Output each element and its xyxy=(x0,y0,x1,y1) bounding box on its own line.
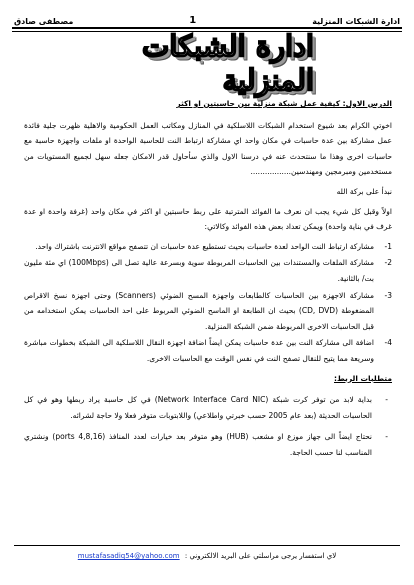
list-text: نحتاج ايضاً الى جهاز موزع او مشعب (HUB) وهو متوفر بعد خيارات لعدد المنافذ (4,8,16 ports) ونشتري المناسب لنا حسب الحاجة. xyxy=(24,432,373,457)
list-number: 2- xyxy=(384,258,392,268)
document-title: ادارة الشبكات المنزلية xyxy=(142,29,314,97)
header-author: مصطفى صادق xyxy=(14,17,74,26)
bullet-dash: - xyxy=(385,432,388,442)
list-item xyxy=(24,239,392,255)
requirements-list xyxy=(24,392,392,460)
intro-paragraph: اخوتي الكرام بعد شيوع استخدام الشبكات اللاسلكية في المنازل ومكاتب العمل الحكومية والاهلية ظهرت جلية فائدة عمل مشاركة بين عدة حاسبات في مكان واحد اي مشاركة ارتباط النت للحاسبة الواحدة او ملفات واجهزة حاسبة مع حاسبات اخرى وهذا ما سنتحدث عنه في درسنا الاول والذي سأحاول قدر الامكان جعله سهل لجميع المستويات من مستخدمين ومبرمجين ومهندسين................. xyxy=(24,120,392,177)
list-text: بداية لابد من توفر كرت شبكة (Network Interface Card NIC) في كل حاسبة يراد ربطها وهو في كل الحاسبات الحديثة (بعد عام 2005 حسب خبرتي واطلاعي) واللابتوبات متوفر فعلا ولا حاجة لشرائه. xyxy=(24,395,372,420)
bullet-dash: - xyxy=(385,395,388,405)
title-banner xyxy=(100,29,314,97)
requirements-heading: متطلبات الربط: xyxy=(334,373,392,383)
page-header xyxy=(14,8,400,26)
footer-rule xyxy=(14,545,400,546)
lesson-title: الدرس الاول: كيفية عمل شبكة منزلية بين حاسبتين او اكثر xyxy=(176,99,392,108)
list-item xyxy=(24,429,392,460)
list-number: 4- xyxy=(384,338,392,348)
list-item xyxy=(24,255,392,286)
list-text: مشاركة الاجهزة بين الحاسبات كالطابعات واجهزة المسح الضوئي (Scanners) وحتى اجهزة نسخ الاقراص المضغوطة (CD, DVD) بحيث ان الطابعة او الماسح الضوئي المربوط على احد الحاسبات يمكن استخدامه من قبل الحاسبات الاخرى المربوطة ضمن الشبكة المنزلية. xyxy=(24,290,374,331)
footer-text: لاي استفسار يرجى مراسلتي على البريد الالكتروني : xyxy=(184,552,337,560)
lesson-heading xyxy=(24,96,392,112)
start-paragraph: نبدأ على بركة الله xyxy=(336,186,392,196)
list-item xyxy=(24,335,392,366)
list-text: اضافة الى مشاركة النت بين عدة حاسبات يمكن ايضاً اضافة اجهزة النقال اللاسلكية الى الشبكة بخطوات مباشرة وسريعة مما يتيح للنقال تصفح النت في نفس الوقت مع الحاسبات الاخرى. xyxy=(24,338,374,363)
header-title: ادارة الشبكات المنزلية xyxy=(312,17,400,26)
benefits-list xyxy=(24,239,392,367)
list-number: 3- xyxy=(384,290,392,300)
list-item xyxy=(24,392,392,423)
first-paragraph: اولاً وقبل كل شيء يجب ان نعرف ما الفوائد المترتبة على ربط حاسبتين او اكثر في مكان واحد (غرفة واحدة او عدة غرف في بناية واحدة) ويمكن تعداد بعض هذه الفوائد وكالاتي: xyxy=(24,206,392,232)
page-footer xyxy=(0,552,414,560)
document-body xyxy=(24,96,392,466)
list-number: 1- xyxy=(384,241,392,251)
list-item xyxy=(24,288,392,335)
list-text: مشاركة ارتباط النت الواحد لعدة حاسبات بحيث تستطيع عدة حاسبات ان تتصفح مواقع الانترنت باشتراك واحد. xyxy=(35,241,374,251)
list-text: مشاركة الملفات والمستندات بين الحاسبات المربوطة سوية وبسرعة عالية تصل الى (100Mbps) اي مئة مليون بت/ بالثانية. xyxy=(24,258,375,283)
page-number: 1 xyxy=(189,15,197,26)
email-link[interactable]: mustafasadiq54@yahoo.com xyxy=(77,552,180,560)
